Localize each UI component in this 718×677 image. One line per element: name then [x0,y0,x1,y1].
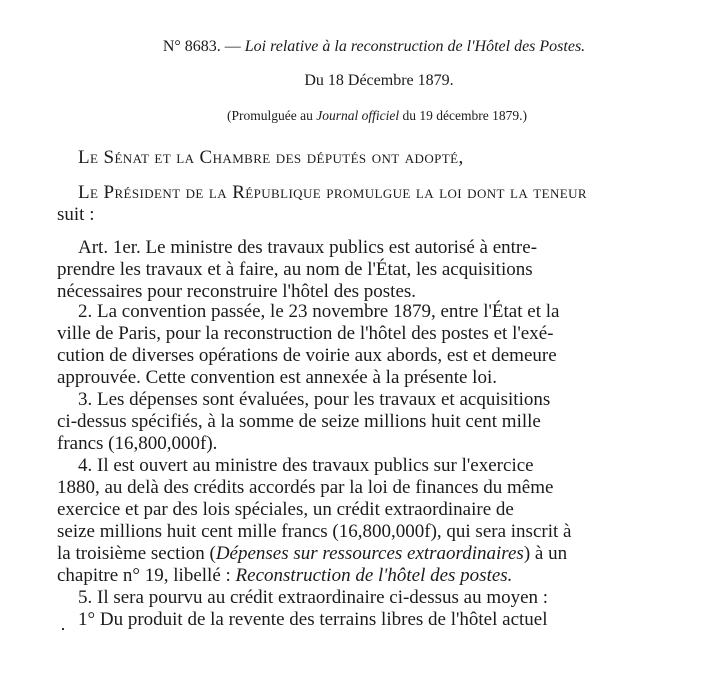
article-4-line-1: 4. Il est ouvert au ministre des travaux publics sur l'exercice [78,455,534,476]
article-4-line-5: la troisième section (Dépenses sur ressources extraordinaires) à un [57,543,568,564]
article-1-line-1: Art. 1er. Le ministre des travaux publics est autorisé à entre- [78,237,538,258]
article-3-line-3: francs (16,800,000f). [57,433,218,454]
article-4-line-2: 1880, au delà des crédits accordés par la loi de finances du même [57,477,554,498]
article-3-line-1: 3. Les dépenses sont évaluées, pour les travaux et acquisitions [78,389,551,410]
article-1-line-2: prendre les travaux et à faire, au nom de l'État, les acquisitions [57,259,533,280]
article-5-line-2: 1° Du produit de la revente des terrains libres de l'hôtel actuel [78,609,548,630]
journal-name: Journal officiel [316,108,400,123]
article-2-line-3: cution de diverses opérations de voirie aux abords, est et demeure [57,345,557,366]
article-2-line-2: ville de Paris, pour la reconstruction de l'hôtel des postes et l'exé- [57,323,554,344]
preamble-senate: Le Sénat et la Chambre des députés ont adopté, [78,147,464,168]
law-number: N° 8683. — [162,38,241,55]
preamble-president: Le Président de la République promulgue la loi dont la teneur [78,182,587,203]
article-3-line-2: ci-dessus spécifiés, à la somme de seize millions huit cent mille [57,411,541,432]
preamble-suit: suit : [57,204,95,225]
law-title [0,36,718,58]
ink-speck [62,628,64,630]
law-title-text: Loi relative à la reconstruction de l'Hôtel des Postes. [244,38,586,55]
section-title: Dépenses sur ressources extraordinaires [215,543,524,564]
law-date: Du 18 Décembre 1879. [304,72,454,89]
article-4-line-6: chapitre n° 19, libellé : Reconstruction de l'hôtel des postes. [57,565,513,586]
article-2-line-1: 2. La convention passée, le 23 novembre 1879, entre l'État et la [78,301,560,322]
article-1-line-3: nécessaires pour reconstruire l'hôtel des postes. [57,281,417,302]
article-4-line-3: exercice et par des lois spéciales, un crédit extraordinaire de [57,499,514,520]
article-2-line-4: approuvée. Cette convention est annexée à la présente loi. [57,367,497,388]
article-5-line-1: 5. Il sera pourvu au crédit extraordinaire ci-dessus au moyen : [78,587,549,608]
article-4-line-4: seize millions huit cent mille francs (16,800,000f), qui sera inscrit à [57,521,572,542]
promulgation-note: (Promulguée au Journal officiel du 19 décembre 1879.) [227,108,527,123]
chapter-title: Reconstruction de l'hôtel des postes. [235,565,513,586]
